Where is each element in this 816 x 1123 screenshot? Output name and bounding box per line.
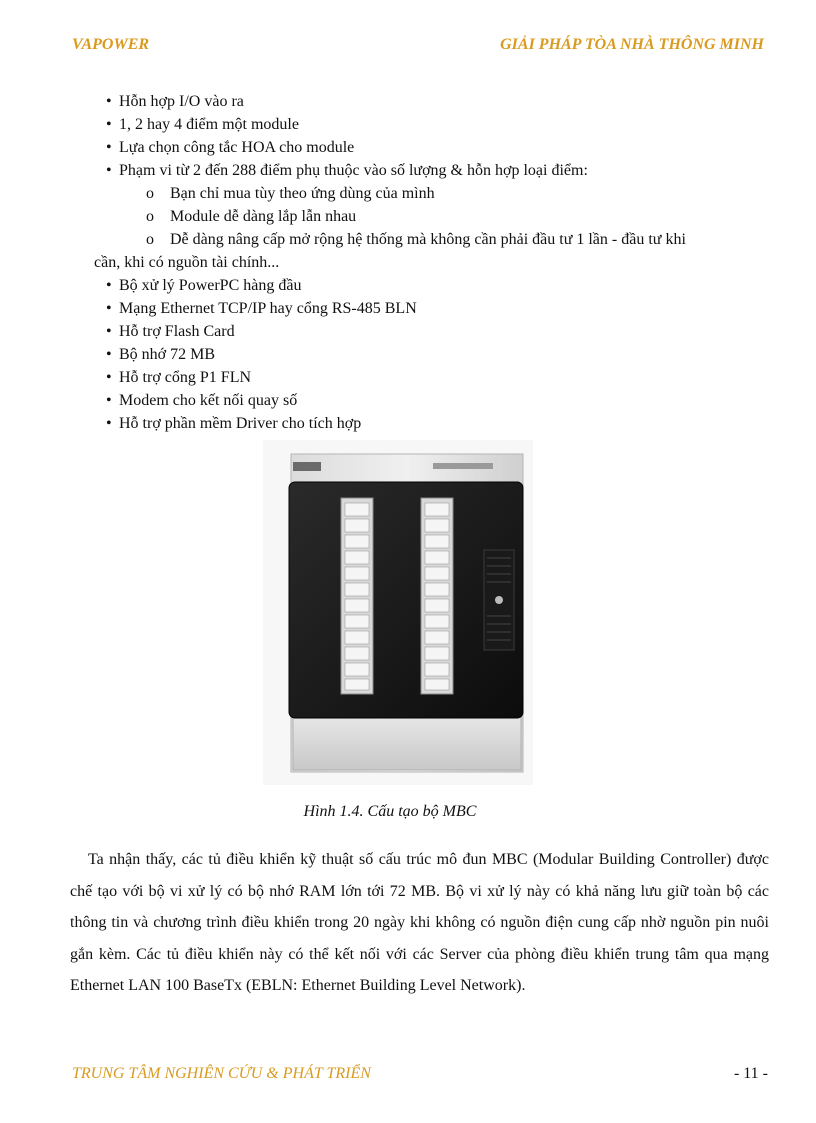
list-item: • Modem cho kết nối quay số <box>106 392 298 409</box>
sub-list-item: o Module dễ dàng lắp lẫn nhau <box>146 208 357 225</box>
sub-list-continuation: cần, khi có nguồn tài chính... <box>94 254 280 271</box>
figure-caption: Hình 1.4. Cấu tạo bộ MBC <box>303 803 477 820</box>
list-item: • Hỗ trợ cổng P1 FLN <box>106 369 252 386</box>
list-item: • Hỗ trợ phần mềm Driver cho tích hợp <box>106 415 362 432</box>
list-item: • Phạm vi từ 2 đến 288 điểm phụ thuộc vào số lượng & hỗn hợp loại điểm: <box>106 162 588 179</box>
mbc-controller-image <box>263 440 533 785</box>
list-item: • Bộ xử lý PowerPC hàng đầu <box>106 277 302 294</box>
sub-list-item: o Bạn chỉ mua tùy theo ứng dùng của mình <box>146 185 435 202</box>
list-item: • Lựa chọn công tắc HOA cho module <box>106 139 355 156</box>
list-item: • 1, 2 hay 4 điểm một module <box>106 116 299 133</box>
footer-left: TRUNG TÂM NGHIÊN CỨU & PHÁT TRIỂN <box>72 1065 371 1082</box>
list-item: • Hỗn hợp I/O vào ra <box>106 93 244 110</box>
header-right: GIẢI PHÁP TÒA NHÀ THÔNG MINH <box>500 36 764 53</box>
sub-list-item: o Dễ dàng nâng cấp mở rộng hệ thống mà không cần phải đầu tư 1 lần - đầu tư khi <box>146 231 686 248</box>
feature-list <box>94 90 686 435</box>
list-item: • Bộ nhớ 72 MB <box>106 346 216 363</box>
header-left: VAPOWER <box>72 36 150 53</box>
list-item: • Hỗ trợ Flash Card <box>106 323 235 340</box>
page-number: - 11 - <box>733 1065 768 1082</box>
body-paragraph: Ta nhận thấy, các tủ điều khiển kỹ thuật số cấu trúc mô đun MBC (Modular Building Controller) được chế tạo với bộ vi xử lý có bộ nhớ RAM lớn tới 72 MB. Bộ vi xử lý này có khả năng lưu giữ toàn bộ các thông tin và chương trình điều khiển trong 20 ngày khi không có nguồn điện cung cấp nhờ nguồn pin nuôi gắn kèm. Các tủ điều khiển này có thể kết nối với các Server của phòng điều khiển trung tâm qua mạng Ethernet LAN 100 BaseTx (EBLN: Ethernet Building Level Network). <box>70 851 769 994</box>
list-item: • Mạng Ethernet TCP/IP hay cổng RS-485 BLN <box>106 300 417 317</box>
